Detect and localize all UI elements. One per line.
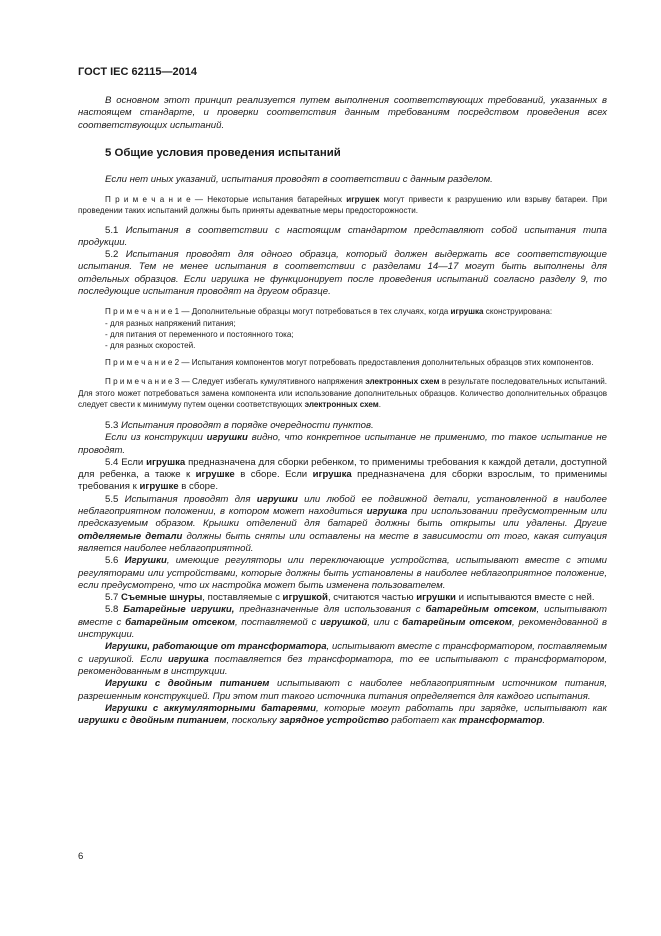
text-run: игрушка [450, 307, 484, 317]
text-run: . [542, 715, 546, 727]
text-run: или любой ее подвижной детали, установленной в наиболее неблагоприятном положении, в котором может находиться [78, 493, 607, 518]
text-run: 5.3 [105, 420, 122, 431]
text-run: игрушек [346, 195, 380, 205]
text-run: , или с [367, 616, 403, 628]
text-run: П р и м е ч а н и е 3 [105, 377, 180, 387]
paragraph-5-8 [78, 604, 607, 641]
text-run: Игрушки, работающие от трансформатора [105, 641, 327, 653]
list-item: - для питания от переменного и постоянного тока; [105, 329, 294, 339]
text-run: сконструирована: [483, 307, 553, 317]
list-item: - для разных напряжений питания; [105, 318, 236, 328]
text-run: Игрушки [124, 555, 167, 567]
text-run: — Дополнительные образцы могут потребоваться в тех случаях, когда [179, 307, 451, 317]
text-run: П р и м е ч а н и е 1 [105, 307, 180, 317]
paragraph-5-8-d [78, 703, 607, 728]
note-3 [78, 376, 607, 410]
page-number: 6 [78, 851, 84, 862]
text-run: игрушка [167, 653, 209, 665]
text-run: В основном этот принцип реализуется путем выполнения соответствующих требований, указанных в настоящем стандарте, и проверки соответствия данным требованиям посредством проведения всех соответствующих испытаний. [78, 95, 607, 131]
text-run: , поскольку [226, 715, 280, 727]
text-run: отделяемые детали [78, 530, 183, 542]
text-run: — Следует избегать кумулятивного напряжения [179, 377, 366, 387]
text-run: в сборе. [178, 481, 219, 493]
text-run: . [378, 399, 382, 409]
section-title: 5 Общие условия проведения испытаний [105, 146, 341, 159]
text-run: , имеющие регуляторы или переключающие устройства, испытывают вместе с этими регуляторами или устройствами, которые должны быть установлены в наиболее неблагоприятное положение, если предусмотрено, что их настройка может быть изменена пользователем. [78, 555, 607, 591]
text-run: — Испытания компонентов могут потребовать предоставления дополнительных образцов этих компонентов. [179, 358, 594, 368]
note-1 [78, 306, 607, 317]
text-run: Испытания в соответствии с настоящим стандартом представляют собой испытания типа продукции. [78, 224, 607, 248]
text-run: 5.5 [105, 493, 125, 505]
text-run: Испытания проводят в порядке очередности пунктов. [121, 420, 374, 431]
paragraph-5-4 [78, 457, 607, 494]
text-run: батарейным отсеком [125, 616, 235, 628]
note-batteries [78, 194, 607, 216]
paragraph-5-8-b [78, 641, 607, 678]
text-run: электронных схем [365, 377, 440, 387]
text-run: игрушки [256, 493, 298, 505]
text-run: — Некоторые испытания батарейных [190, 195, 347, 205]
text-run: 5.7 [105, 592, 122, 604]
text-run: Батарейные игрушки, [123, 604, 235, 616]
text-run: в результате последовательных испытаний. Для этого может потребоваться замена компонента или использование дополнительных образцов. Количество дополнительных образцов следует свести к минимуму путем оценки соответствующих [78, 377, 607, 409]
text-run: видно, что конкретное испытание не применимо, то такое испытание не проводят. [78, 432, 608, 456]
text-run: работает как [388, 715, 459, 727]
note-1-list [78, 318, 607, 352]
paragraph-5-1 [78, 225, 607, 250]
paragraph-5-6 [78, 555, 607, 592]
text-run: 5.2 [105, 249, 126, 261]
text-run: при использовании предусмотренным или предсказуемым образом. Крышки отделений для батарей должны быть открыты или удалены. Другие [78, 506, 607, 530]
text-run: игрушки с двойным питанием [78, 715, 227, 727]
text-run: зарядное устройство [279, 715, 389, 727]
text-run: в сборе. Если [234, 469, 313, 481]
text-run: и испытываются вместе с ней. [455, 592, 595, 604]
text-run: П р и м е ч а н и е 2 [105, 358, 180, 368]
text-run: Съемные шнуры [121, 592, 203, 604]
text-run: игрушка [312, 469, 352, 481]
paragraph-5-3-b [78, 432, 607, 457]
text-run: игрушке [139, 481, 179, 493]
list-item: - для разных скоростей. [105, 340, 196, 350]
text-run: испытывают с наиболее неблагоприятным источником питания, разрешенным конструкцией. При этом тип такого источника питания определяется для каждого испытания. [78, 678, 607, 702]
text-run: Испытания проводят для одного образца, который должен выдержать все соответствующие испытания. Тем не менее испытания в соответствии с разделами 14—17 могут быть выполнены для отдельных образцов. Если игрушка не функционирует после проведения испытаний согласно разделу 9, то последующие испытания проводят на другом образце. [78, 249, 607, 298]
text-run: игрушкой [320, 616, 368, 628]
paragraph-5-3 [78, 420, 607, 432]
note-2 [78, 357, 607, 368]
text-run: 5.8 [105, 604, 124, 616]
text-run: игрушки [416, 592, 456, 604]
text-run: , которые могут работать при зарядке, испытывают как [316, 702, 607, 714]
text-run: Если из конструкции [105, 432, 207, 444]
text-run: игрушки [206, 432, 248, 444]
text-run: игрушке [195, 469, 235, 481]
text-run: , считаются частью [327, 592, 417, 604]
text-run: батарейным отсеком [425, 604, 537, 616]
text-run: , испытывают вместе с трансформатором, поставляемым с игрушкой. Если [78, 641, 607, 665]
text-run: Испытания проводят для [124, 493, 257, 505]
paragraph-5-7 [78, 592, 607, 604]
paragraph-5-5 [78, 494, 607, 555]
text-run: , поставляемой с [234, 616, 321, 628]
text-run: игрушка [366, 506, 408, 518]
standard-header: ГОСТ IEC 62115—2014 [78, 66, 197, 78]
intro-paragraph [78, 95, 607, 132]
page-content [78, 95, 607, 727]
text-run: предназначенные для использования с [234, 604, 426, 616]
text-run: игрушкой [282, 592, 328, 604]
paragraph-general [78, 174, 607, 186]
text-run: 5.1 [105, 224, 126, 236]
text-run: игрушка [146, 456, 186, 468]
text-run: П р и м е ч а н и е [105, 195, 191, 205]
text-run: , рекомендованной в инструкции. [78, 616, 608, 641]
text-run: могут привести к разрушению или взрыву батареи. При проведении таких испытаний должны быть приняты адекватные меры предосторожности. [78, 195, 607, 216]
text-run: 5.4 Если [105, 456, 147, 468]
text-run: должны быть сняты или оставлены на месте в зависимости от того, какая ситуация является наиболее неблагоприятной. [78, 530, 607, 554]
text-run: поставляется без трансформатора, то ее испытывают с трансформатором, рекомендованным в инструкции. [78, 653, 607, 677]
text-run: Игрушки с аккумуляторными батареями [105, 702, 316, 714]
text-run: Если нет иных указаний, испытания проводят в соответствии с данным разделом. [105, 173, 493, 185]
paragraph-5-8-c [78, 678, 607, 703]
text-run: , поставляемые с [202, 592, 283, 604]
text-run: 5.6 [105, 555, 125, 567]
text-run: Игрушки с двойным питанием [105, 678, 270, 690]
text-run: батарейным отсеком [402, 616, 513, 628]
text-run: трансформатор [458, 715, 543, 727]
text-run: электронных схем [304, 399, 379, 409]
text-run: предназначена для сборки ребенком, то применимы требования к каждой детали, доступной для ребенка, а также к [78, 456, 607, 481]
text-run: предназначена для сборки взрослым, то применимы требования к [78, 469, 607, 493]
paragraph-5-2 [78, 249, 607, 298]
text-run: , испытывают вместе с [78, 604, 607, 628]
